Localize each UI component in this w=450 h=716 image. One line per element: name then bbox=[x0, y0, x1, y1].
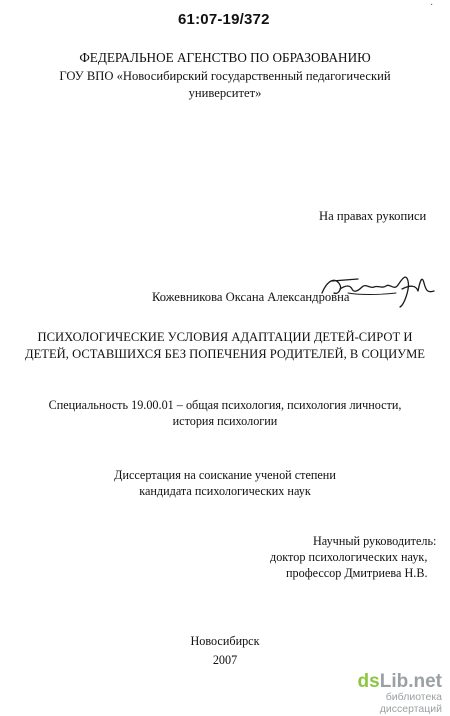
dslib-watermark bbox=[330, 668, 442, 715]
svg-text:dsLib.net: dsLib.net bbox=[357, 671, 442, 692]
dissertation-title-line1: ПСИХОЛОГИЧЕСКИЕ УСЛОВИЯ АДАПТАЦИИ ДЕТЕЙ-СИРОТ И bbox=[37, 330, 413, 344]
supervisor-degree: доктор психологических наук, bbox=[270, 550, 428, 564]
city: Новосибирск bbox=[190, 634, 260, 648]
handwritten-signature bbox=[318, 271, 438, 311]
specialty-line2: история психологии bbox=[172, 414, 278, 428]
university-name-line2: университет» bbox=[188, 86, 262, 100]
registration-code: 61:07-19/372 bbox=[178, 11, 270, 28]
supervisor-name: профессор Дмитриева Н.В. bbox=[286, 566, 428, 580]
rights-note: На правах рукописи bbox=[319, 209, 427, 223]
degree-line2: кандидата психологических наук bbox=[139, 484, 311, 498]
corner-mark: · bbox=[430, 0, 434, 11]
university-name-line1: ГОУ ВПО «Новосибирский государственный педагогический bbox=[59, 69, 391, 83]
author-name: Кожевникова Оксана Александровна bbox=[152, 290, 350, 304]
year: 2007 bbox=[212, 653, 238, 667]
specialty-line1: Специальность 19.00.01 – общая психология, психология личности, bbox=[48, 398, 402, 412]
supervisor-label: Научный руководитель: bbox=[313, 534, 437, 548]
degree-line1: Диссертация на соискание ученой степени bbox=[114, 468, 336, 482]
dslib-logo bbox=[330, 668, 442, 692]
dissertation-title-line2: ДЕТЕЙ, ОСТАВШИХСЯ БЕЗ ПОПЕЧЕНИЯ РОДИТЕЛЕЙ, В СОЦИУМЕ bbox=[25, 347, 425, 361]
agency-name: ФЕДЕРАЛЬНОЕ АГЕНСТВО ПО ОБРАЗОВАНИЮ bbox=[79, 50, 371, 65]
watermark-tagline: библиотека диссертаций bbox=[379, 691, 442, 715]
